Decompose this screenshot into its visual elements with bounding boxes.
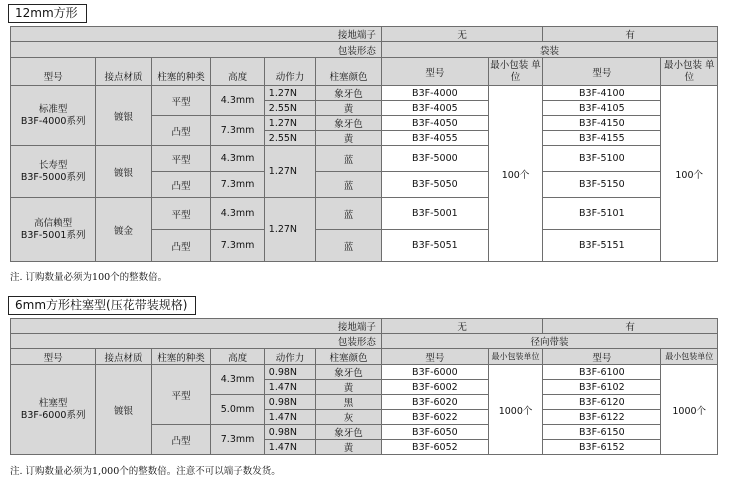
- plunger-color: 象牙色: [316, 365, 382, 380]
- min-pack-none-value: 1000个: [488, 365, 542, 455]
- force-value: 1.27N: [264, 146, 315, 198]
- model-yes-cell: B3F-5101: [543, 198, 661, 230]
- model-none-cell: B3F-4055: [381, 131, 488, 146]
- plunger-color: 黄: [316, 101, 382, 116]
- model-none-cell: B3F-5000: [381, 146, 488, 172]
- col-header-contact: 接点材质: [96, 349, 151, 365]
- model-yes-cell: B3F-6120: [543, 395, 661, 410]
- contact-material: 镀银: [96, 146, 151, 198]
- plunger-color: 象牙色: [316, 425, 382, 440]
- model-none-cell: B3F-5050: [381, 172, 488, 198]
- group-series: B3F-5000系列: [20, 171, 86, 183]
- model-yes-cell: B3F-6122: [543, 410, 661, 425]
- min-pack-yes-value: 100个: [661, 86, 718, 262]
- col-header-model-none: 型号: [381, 349, 488, 365]
- contact-material: 镀银: [96, 365, 151, 455]
- group-high-reliability: [11, 198, 96, 262]
- col-header-plunger-type: 柱塞的种类: [151, 349, 211, 365]
- force-value: 1.27N: [264, 86, 315, 101]
- group-plunger: [11, 365, 96, 455]
- ground-yes-header: 有: [543, 319, 718, 334]
- model-none-cell: B3F-5001: [381, 198, 488, 230]
- model-yes-cell: B3F-6150: [543, 425, 661, 440]
- group-long-life: [11, 146, 96, 198]
- plunger-color: 黄: [316, 440, 382, 455]
- col-header-model-none: 型号: [381, 58, 488, 86]
- group-name: 长寿型: [38, 159, 68, 171]
- col-header-model-yes: 型号: [543, 58, 661, 86]
- force-value: 1.27N: [264, 116, 315, 131]
- ground-terminal-label: 接地端子: [11, 27, 382, 42]
- model-none-cell: B3F-4050: [381, 116, 488, 131]
- col-header-contact: 接点材质: [96, 58, 151, 86]
- col-header-height: 高度: [211, 349, 264, 365]
- plunger-color: 蓝: [316, 198, 382, 230]
- section2-title: 6mm方形柱塞型(压花带装规格): [8, 296, 196, 315]
- section2-spec-table: [10, 318, 718, 455]
- height-value: 7.3mm: [211, 116, 264, 146]
- plunger-color: 黄: [316, 380, 382, 395]
- plunger-color: 象牙色: [316, 116, 382, 131]
- pack-form-label: 包装形态: [11, 42, 382, 58]
- force-value: 0.98N: [264, 395, 315, 410]
- plunger-color: 象牙色: [316, 86, 382, 101]
- col-header-model-yes: 型号: [543, 349, 661, 365]
- section1-title: 12mm方形: [8, 4, 87, 23]
- force-value: 0.98N: [264, 365, 315, 380]
- group-name: 柱塞型: [38, 397, 68, 409]
- height-value: 4.3mm: [211, 365, 264, 395]
- plunger-type: 凸型: [151, 425, 211, 455]
- model-yes-cell: B3F-6100: [543, 365, 661, 380]
- ground-terminal-label: 接地端子: [11, 319, 382, 334]
- col-header-force: 动作力: [264, 349, 315, 365]
- model-none-cell: B3F-6002: [381, 380, 488, 395]
- ground-yes-header: 有: [543, 27, 718, 42]
- model-yes-cell: B3F-4155: [543, 131, 661, 146]
- model-yes-cell: B3F-5151: [543, 230, 661, 262]
- plunger-color: 灰: [316, 410, 382, 425]
- col-header-color: 柱塞颜色: [316, 349, 382, 365]
- plunger-type: 平型: [151, 86, 211, 116]
- height-value: 4.3mm: [211, 146, 264, 172]
- plunger-color: 蓝: [316, 146, 382, 172]
- group-standard: [11, 86, 96, 146]
- force-value: 2.55N: [264, 101, 315, 116]
- model-none-cell: B3F-4000: [381, 86, 488, 101]
- plunger-type: 平型: [151, 198, 211, 230]
- model-yes-cell: B3F-6102: [543, 380, 661, 395]
- height-value: 4.3mm: [211, 198, 264, 230]
- pack-form-value: 径向带装: [381, 334, 717, 349]
- force-value: 0.98N: [264, 425, 315, 440]
- height-value: 4.3mm: [211, 86, 264, 116]
- col-header-height: 高度: [211, 58, 264, 86]
- col-header-color: 柱塞颜色: [316, 58, 382, 86]
- model-yes-cell: B3F-4105: [543, 101, 661, 116]
- model-none-cell: B3F-6050: [381, 425, 488, 440]
- plunger-type: 平型: [151, 365, 211, 425]
- height-value: 7.3mm: [211, 172, 264, 198]
- model-none-cell: B3F-6052: [381, 440, 488, 455]
- col-header-plunger-type: 柱塞的种类: [151, 58, 211, 86]
- group-series: B3F-4000系列: [20, 115, 86, 127]
- section1-note: 注. 订购数量必须为100个的整数倍。: [10, 272, 168, 283]
- model-none-cell: B3F-5051: [381, 230, 488, 262]
- model-none-cell: B3F-6020: [381, 395, 488, 410]
- group-name: 标准型: [38, 103, 68, 115]
- model-yes-cell: B3F-4100: [543, 86, 661, 101]
- height-value: 5.0mm: [211, 395, 264, 425]
- plunger-color: 黑: [316, 395, 382, 410]
- group-series: B3F-6000系列: [20, 409, 86, 421]
- plunger-type: 凸型: [151, 116, 211, 146]
- contact-material: 镀金: [96, 198, 151, 262]
- min-pack-none-value: 100个: [488, 86, 542, 262]
- group-name: 高信赖型: [34, 217, 73, 229]
- pack-form-label: 包装形态: [11, 334, 382, 349]
- force-value: 2.55N: [264, 131, 315, 146]
- pack-form-value: 袋装: [381, 42, 717, 58]
- model-yes-cell: B3F-4150: [543, 116, 661, 131]
- section2-note: 注. 订购数量必须为1,000个的整数倍。注意不可以端子数发货。: [10, 466, 281, 477]
- force-value: 1.47N: [264, 380, 315, 395]
- section1-spec-table: [10, 26, 718, 262]
- group-series: B3F-5001系列: [20, 229, 86, 241]
- col-header-force: 动作力: [264, 58, 315, 86]
- plunger-color: 黄: [316, 131, 382, 146]
- ground-none-header: 无: [381, 319, 542, 334]
- plunger-type: 凸型: [151, 230, 211, 262]
- plunger-color: 蓝: [316, 172, 382, 198]
- height-value: 7.3mm: [211, 230, 264, 262]
- contact-material: 镀银: [96, 86, 151, 146]
- force-value: 1.47N: [264, 440, 315, 455]
- col-header-model: 型号: [11, 58, 96, 86]
- plunger-type: 平型: [151, 146, 211, 172]
- model-none-cell: B3F-6022: [381, 410, 488, 425]
- ground-none-header: 无: [381, 27, 542, 42]
- col-header-min-pack-none: 最小包装单位: [488, 349, 542, 365]
- model-yes-cell: B3F-5150: [543, 172, 661, 198]
- col-header-min-pack-none: 最小包装 单位: [488, 58, 542, 86]
- plunger-type: 凸型: [151, 172, 211, 198]
- model-yes-cell: B3F-6152: [543, 440, 661, 455]
- col-header-min-pack-yes: 最小包装单位: [661, 349, 718, 365]
- col-header-min-pack-yes: 最小包装 单位: [661, 58, 718, 86]
- col-header-model: 型号: [11, 349, 96, 365]
- force-value: 1.47N: [264, 410, 315, 425]
- min-pack-yes-value: 1000个: [661, 365, 718, 455]
- force-value: 1.27N: [264, 198, 315, 262]
- plunger-color: 蓝: [316, 230, 382, 262]
- model-yes-cell: B3F-5100: [543, 146, 661, 172]
- model-none-cell: B3F-6000: [381, 365, 488, 380]
- height-value: 7.3mm: [211, 425, 264, 455]
- model-none-cell: B3F-4005: [381, 101, 488, 116]
